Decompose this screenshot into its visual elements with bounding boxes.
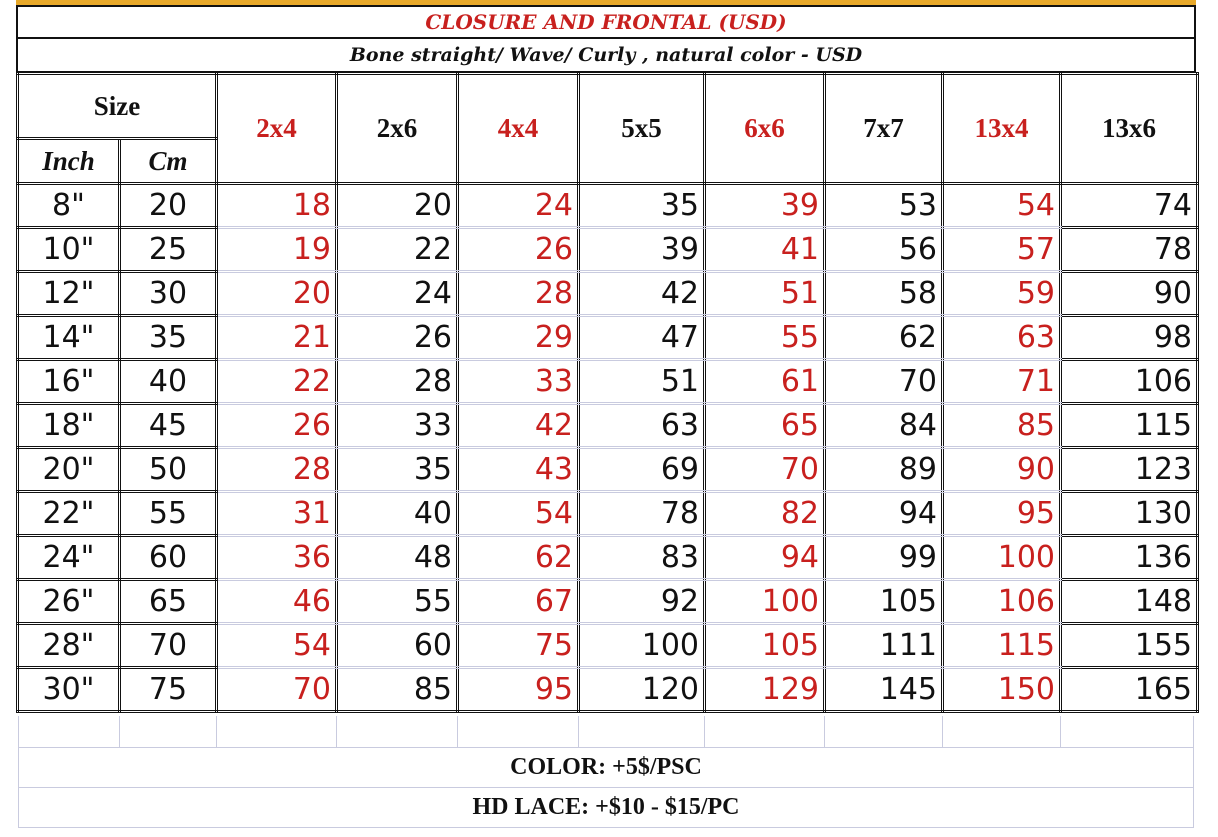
price-cell: 22 (217, 360, 337, 404)
price-cell: 67 (458, 580, 579, 624)
empty-spacer-row (18, 716, 1194, 748)
price-cell: 35 (337, 448, 458, 492)
price-cell: 85 (943, 404, 1061, 448)
inch-cell: 16" (18, 360, 120, 404)
price-cell: 83 (579, 536, 705, 580)
price-cell: 26 (337, 316, 458, 360)
table-row (18, 668, 1198, 712)
table-row (18, 624, 1198, 668)
cm-cell: 75 (120, 668, 217, 712)
cm-cell: 60 (120, 536, 217, 580)
cm-cell: 40 (120, 360, 217, 404)
inch-cell: 12" (18, 272, 120, 316)
sheet-subtitle: Bone straight/ Wave/ Curly , natural color - USD (16, 37, 1196, 73)
inch-cell: 26" (18, 580, 120, 624)
price-cell: 43 (458, 448, 579, 492)
cm-cell: 50 (120, 448, 217, 492)
cm-cell: 35 (120, 316, 217, 360)
price-cell: 46 (217, 580, 337, 624)
price-cell: 70 (825, 360, 943, 404)
price-cell: 42 (458, 404, 579, 448)
table-row (18, 580, 1198, 624)
price-cell: 115 (1061, 404, 1198, 448)
inch-header: Inch (18, 139, 120, 184)
price-cell: 62 (458, 536, 579, 580)
price-cell: 28 (458, 272, 579, 316)
price-cell: 106 (1061, 360, 1198, 404)
price-cell: 57 (943, 228, 1061, 272)
price-cell: 94 (825, 492, 943, 536)
empty-cell (458, 716, 579, 748)
inch-cell: 18" (18, 404, 120, 448)
table-row (18, 272, 1198, 316)
price-cell: 106 (943, 580, 1061, 624)
column-header-7x7: 7x7 (825, 74, 943, 184)
inch-cell: 8" (18, 184, 120, 228)
column-header-2x4: 2x4 (217, 74, 337, 184)
price-cell: 51 (579, 360, 705, 404)
cm-cell: 55 (120, 492, 217, 536)
price-cell: 145 (825, 668, 943, 712)
price-cell: 92 (579, 580, 705, 624)
price-cell: 150 (943, 668, 1061, 712)
price-cell: 65 (705, 404, 825, 448)
price-cell: 95 (458, 668, 579, 712)
price-cell: 165 (1061, 668, 1198, 712)
table-row (18, 492, 1198, 536)
price-cell: 123 (1061, 448, 1198, 492)
table-row (18, 316, 1198, 360)
price-cell: 111 (825, 624, 943, 668)
cm-cell: 25 (120, 228, 217, 272)
price-cell: 90 (1061, 272, 1198, 316)
price-cell: 130 (1061, 492, 1198, 536)
price-cell: 155 (1061, 624, 1198, 668)
price-cell: 74 (1061, 184, 1198, 228)
price-cell: 51 (705, 272, 825, 316)
price-cell: 24 (458, 184, 579, 228)
price-cell: 36 (217, 536, 337, 580)
price-cell: 70 (705, 448, 825, 492)
price-cell: 19 (217, 228, 337, 272)
price-cell: 63 (579, 404, 705, 448)
column-header-4x4: 4x4 (458, 74, 579, 184)
price-cell: 98 (1061, 316, 1198, 360)
price-cell: 35 (579, 184, 705, 228)
price-cell: 20 (337, 184, 458, 228)
table-row (18, 360, 1198, 404)
price-cell: 54 (458, 492, 579, 536)
price-cell: 61 (705, 360, 825, 404)
price-cell: 100 (705, 580, 825, 624)
price-cell: 47 (579, 316, 705, 360)
price-cell: 33 (337, 404, 458, 448)
price-cell: 82 (705, 492, 825, 536)
inch-cell: 22" (18, 492, 120, 536)
price-cell: 33 (458, 360, 579, 404)
price-cell: 69 (579, 448, 705, 492)
empty-cell (217, 716, 337, 748)
price-cell: 40 (337, 492, 458, 536)
cm-cell: 70 (120, 624, 217, 668)
empty-cell (705, 716, 825, 748)
price-cell: 90 (943, 448, 1061, 492)
price-cell: 129 (705, 668, 825, 712)
cm-header: Cm (120, 139, 217, 184)
price-cell: 31 (217, 492, 337, 536)
price-cell: 55 (337, 580, 458, 624)
cm-cell: 30 (120, 272, 217, 316)
price-cell: 70 (217, 668, 337, 712)
price-cell: 78 (1061, 228, 1198, 272)
price-cell: 63 (943, 316, 1061, 360)
price-cell: 105 (705, 624, 825, 668)
price-cell: 59 (943, 272, 1061, 316)
sheet-title: CLOSURE AND FRONTAL (USD) (16, 5, 1196, 38)
empty-cell (337, 716, 458, 748)
price-cell: 39 (705, 184, 825, 228)
price-cell: 41 (705, 228, 825, 272)
size-header: Size (18, 74, 217, 139)
table-row (18, 536, 1198, 580)
empty-cell (943, 716, 1061, 748)
price-cell: 26 (217, 404, 337, 448)
inch-cell: 28" (18, 624, 120, 668)
price-cell: 55 (705, 316, 825, 360)
price-cell: 84 (825, 404, 943, 448)
table-row (18, 228, 1198, 272)
table-row (18, 404, 1198, 448)
price-cell: 100 (943, 536, 1061, 580)
price-cell: 62 (825, 316, 943, 360)
price-cell: 58 (825, 272, 943, 316)
price-cell: 39 (579, 228, 705, 272)
price-cell: 89 (825, 448, 943, 492)
table-row (18, 448, 1198, 492)
column-header-6x6: 6x6 (705, 74, 825, 184)
inch-cell: 20" (18, 448, 120, 492)
price-cell: 115 (943, 624, 1061, 668)
empty-cell (18, 716, 120, 748)
price-cell: 29 (458, 316, 579, 360)
empty-cell (120, 716, 217, 748)
price-cell: 148 (1061, 580, 1198, 624)
column-header-13x4: 13x4 (943, 74, 1061, 184)
price-cell: 60 (337, 624, 458, 668)
price-cell: 42 (579, 272, 705, 316)
table-row (18, 184, 1198, 228)
price-cell: 105 (825, 580, 943, 624)
price-cell: 28 (337, 360, 458, 404)
price-cell: 21 (217, 316, 337, 360)
price-cell: 22 (337, 228, 458, 272)
price-table (16, 72, 1199, 713)
empty-cell (579, 716, 705, 748)
cm-cell: 65 (120, 580, 217, 624)
price-cell: 100 (579, 624, 705, 668)
price-cell: 136 (1061, 536, 1198, 580)
cm-cell: 20 (120, 184, 217, 228)
price-cell: 75 (458, 624, 579, 668)
price-cell: 71 (943, 360, 1061, 404)
price-cell: 24 (337, 272, 458, 316)
price-table-body (18, 184, 1198, 712)
price-cell: 56 (825, 228, 943, 272)
price-cell: 26 (458, 228, 579, 272)
price-cell: 28 (217, 448, 337, 492)
column-header-2x6: 2x6 (337, 74, 458, 184)
price-cell: 54 (217, 624, 337, 668)
color-surcharge-note: COLOR: +5$/PSC (18, 748, 1194, 788)
price-cell: 20 (217, 272, 337, 316)
price-cell: 53 (825, 184, 943, 228)
inch-cell: 14" (18, 316, 120, 360)
cm-cell: 45 (120, 404, 217, 448)
price-cell: 94 (705, 536, 825, 580)
price-cell: 95 (943, 492, 1061, 536)
price-cell: 54 (943, 184, 1061, 228)
inch-cell: 30" (18, 668, 120, 712)
empty-cell (1061, 716, 1194, 748)
price-cell: 120 (579, 668, 705, 712)
column-header-5x5: 5x5 (579, 74, 705, 184)
price-cell: 85 (337, 668, 458, 712)
price-cell: 78 (579, 492, 705, 536)
hd-lace-surcharge-note: HD LACE: +$10 - $15/PC (18, 788, 1194, 828)
price-cell: 99 (825, 536, 943, 580)
price-cell: 18 (217, 184, 337, 228)
empty-cell (825, 716, 943, 748)
column-header-13x6: 13x6 (1061, 74, 1198, 184)
price-cell: 48 (337, 536, 458, 580)
inch-cell: 10" (18, 228, 120, 272)
inch-cell: 24" (18, 536, 120, 580)
